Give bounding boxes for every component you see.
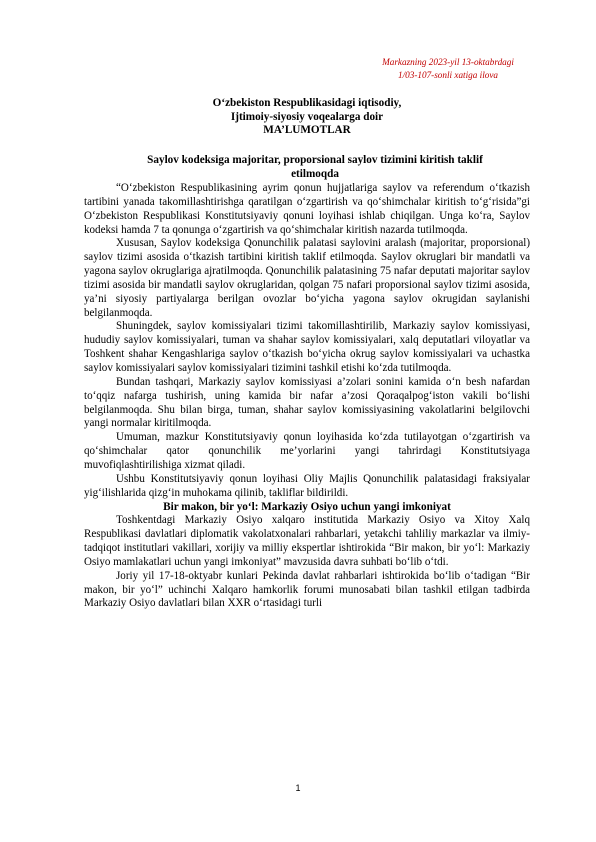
paragraph: Ushbu Konstitutsiyaviy qonun loyihasi Oliy Majlis Qonunchilik palatasidagi fraksiyalar yig‘ilishlarida qizg‘in muhokama qilinib, takliflar bildirildi. <box>84 472 530 499</box>
paragraph: “O‘zbekiston Respublikasining ayrim qonun hujjatlariga saylov va referendum o‘tkazish tartibini yanada takomillashtirishga qaratilgan o‘zgartirish va qo‘shimchalar kiritish to‘g‘risida”gi O‘zbekiston Respublikasi Konstitutsiyaviy qonuni loyihasi ishlab chiqilgan. Unga ko‘ra, Saylov kodeksi hamda 7 ta qonunga o‘zgartirish va qo‘shimchalar kiritish nazarda tutilmoqda. <box>84 182 530 236</box>
section-1-title <box>100 153 530 181</box>
paragraph: Umuman, mazkur Konstitutsiyaviy qonun loyihasida ko‘zda tutilayotgan o‘zgartirish va qo‘shimchalar qator qonunchilik me’yorlarini yangi tahrirdagi Konstitutsiyaga muvofiqlashtirilishiga xizmat qiladi. <box>84 431 530 471</box>
page-number: 1 <box>295 783 301 793</box>
header-line-3: MA’LUMOTLAR <box>263 124 351 136</box>
document-body <box>84 182 530 611</box>
paragraph: Shuningdek, saylov komissiyalari tizimi takomillashtirilib, Markaziy saylov komissiyasi, hududiy saylov komissiyalari, tuman va shahar saylov komissiyalari, xalq deputatlari viloyatlar va Toshkent shahar Kengashlariga saylov o‘tkazish bo‘yicha okrug saylov komissiyalari va uchastka saylov komissiyalari saylov komissiyalari tizimini tashkil etishi ko‘zda tutilmoqda. <box>84 320 530 374</box>
section-1-title-line-1: Saylov kodeksiga majoritar, proporsional saylov tizimini kiritish taklif <box>147 154 483 166</box>
paragraph: Xususan, Saylov kodeksiga Qonunchilik palatasi saylovini aralash (majoritar, proporsional) saylov tizimi asosida o‘tkazish tartibini kiritish taklif etilmoqda. Saylov okruglari bir mandatli va yagona saylov okruglariga ajratilmoqda. Qonunchilik palatasining 75 nafar deputati majoritar saylov tizimi asosida bir mandatli saylov okruglaridan, qolgan 75 nafari proporsional saylov tizimi asosida, ya’ni siyosiy partiyalarga berilgan ovozlar bo‘yicha yagona saylov okrugidan saylanishi belgilanmoqda. <box>84 237 530 319</box>
annex-line-2: 1/03-107-sonli xatiga ilova <box>397 70 499 80</box>
section-1-title-line-2: etilmoqda <box>291 168 339 180</box>
header-line-1: O‘zbekiston Respublikasidagi iqtisodiy, <box>212 97 402 109</box>
section-2-title: Bir makon, bir yo‘l: Markaziy Osiyo uchun yangi imkoniyat <box>163 501 451 514</box>
paragraph: Bundan tashqari, Markaziy saylov komissiyasi a’zolari sonini kamida o‘n besh nafardan to‘qqiz nafarga tushirish, uning kamida bir nafar a’zosi Qoraqalpog‘iston vakili bo‘lishi belgilanmoqda. Shu bilan birga, tuman, shahar saylov komissiyasining vakolatlarini belgilovchi yangi normalar kiritilmoqda. <box>84 375 530 430</box>
paragraph: Joriy yil 17-18-oktyabr kunlari Pekinda davlat rahbarlari ishtirokida bo‘lib o‘tadigan “Bir makon, bir yo‘l” uchinchi Xalqaro hamkorlik forumi munosabati bilan tashkil etilgan tadbirda Markaziy Osiyo davlatlari bilan XXR o‘rtasidagi turli <box>84 569 530 610</box>
document-header <box>84 97 530 138</box>
annex-note <box>340 56 556 82</box>
header-line-2: Ijtimoiy-siyosiy voqealarga doir <box>230 110 384 123</box>
annex-line-1: Markazning 2023-yil 13-oktabrdagi <box>382 57 514 67</box>
paragraph: Toshkentdagi Markaziy Osiyo xalqaro institutida Markaziy Osiyo va Xitoy Xalq Respublikasi davlatlari diplomatik vakolatxonalari rahbarlari, yetakchi tahliliy markazlar va ilmiy-tadqiqot institutlari vakillari, xorijiy va milliy ekspertlar ishtirokida “Bir makon, bir yo‘l: Markaziy Osiyo mamlakatlari uchun yangi imkoniyat” mavzusida davra suhbati bo‘lib o‘tdi. <box>84 514 530 568</box>
